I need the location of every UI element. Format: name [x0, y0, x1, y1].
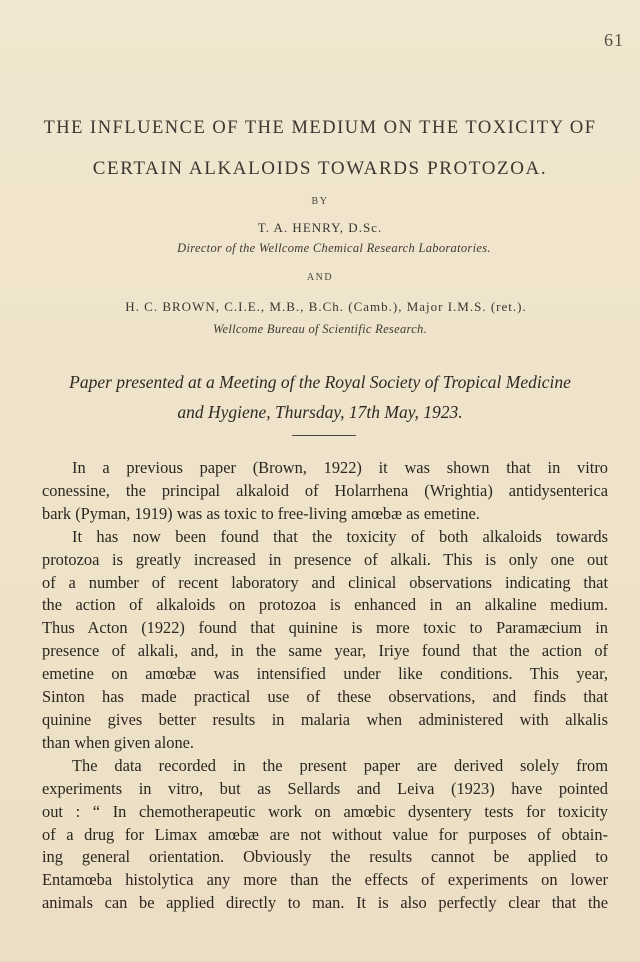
author-1-name: T. A. HENRY, D.Sc. — [257, 220, 383, 235]
body-line: out : “ In chemotherapeutic work on amœbic dysentery tests for toxicity — [42, 801, 608, 821]
author-2-name: H. C. BROWN, C.I.E., M.B., B.Ch. (Camb.), Major I.M.S. (ret.). — [125, 299, 527, 314]
body-line: Thus Acton (1922) found that quinine is more toxic to Paramæcium in — [42, 618, 608, 638]
and-label: AND — [306, 272, 334, 283]
body-line: animals can be applied directly to man. It is also perfectly clear that the — [42, 893, 608, 913]
body-line: In a previous paper (Brown, 1922) it was shown that in vitro — [72, 458, 608, 477]
article-title-line-2: CERTAIN ALKALOIDS TOWARDS PROTOZOA. — [92, 158, 548, 179]
article-body — [42, 457, 608, 915]
body-line: ing general orientation. Obviously the results cannot be applied to — [42, 847, 608, 867]
author-1-affiliation: Director of the Wellcome Chemical Research Laboratories. — [177, 241, 491, 255]
presentation-note-line-2: and Hygiene, Thursday, 17th May, 1923. — [177, 402, 463, 422]
body-line: bark (Pyman, 1919) was as toxic to free-living amœbæ as emetine. — [42, 503, 480, 523]
by-label: BY — [311, 196, 329, 207]
body-line: of a number of recent laboratory and clinical observations indicating that — [42, 572, 608, 592]
page-number: 61 — [604, 30, 624, 50]
body-line: presence of alkali, and, in the same year, Iriye found that the action of — [42, 641, 608, 661]
presentation-note-line-1: Paper presented at a Meeting of the Royal Society of Tropical Medicine — [69, 372, 571, 392]
body-line: Sinton has made practical use of these observations, and finds that — [42, 687, 608, 707]
body-line: quinine gives better results in malaria when administered with alkalis — [42, 709, 608, 729]
body-line: Entamœba histolytica any more than the effects of experiments on lower — [42, 870, 608, 890]
body-line: the action of alkaloids on protozoa is enhanced in an alkaline medium. — [42, 595, 608, 615]
body-line: protozoa is greatly increased in presence of alkali. This is only one out — [42, 549, 608, 569]
body-line: than when given alone. — [42, 732, 195, 752]
body-line: experiments in vitro, but as Sellards and Leiva (1923) have pointed — [42, 778, 608, 798]
body-line: It has now been found that the toxicity of both alkaloids towards — [72, 526, 608, 546]
body-line: The data recorded in the present paper are derived solely from — [72, 755, 608, 775]
author-2-affiliation: Wellcome Bureau of Scientific Research. — [212, 322, 428, 336]
section-divider — [292, 435, 356, 436]
body-line: of a drug for Limax amœbæ are not without value for purposes of obtain- — [42, 824, 608, 844]
body-line: conessine, the principal alkaloid of Holarrhena (Wrightia) antidysenterica — [42, 480, 608, 500]
article-title-line-1: THE INFLUENCE OF THE MEDIUM ON THE TOXICITY OF — [43, 118, 597, 138]
body-line: emetine on amœbæ was intensified under like conditions. This year, — [42, 664, 608, 684]
